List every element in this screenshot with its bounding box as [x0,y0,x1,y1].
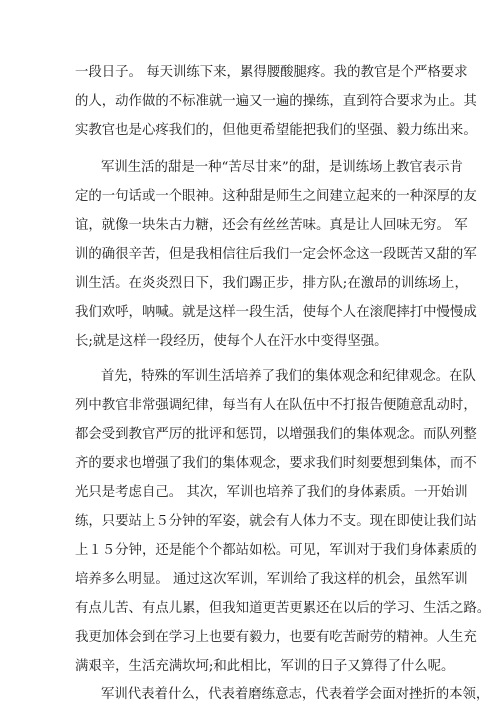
text-line: 培养多么明显。 通过这次军训，军训给了我这样的机会，虽然军训 [75,572,468,587]
text-line: 的人，动作做的不标准就一遍又一遍的操练，直到符合要求为止。其 [75,94,477,109]
text-line: 谊，就像一块朱古力糖，还会有丝丝苦味。真是让人回味无穷。 军 [75,218,468,233]
text-line: 军训生活的甜是一种“苦尽甘来”的甜，是训练场上教官表示肯 [101,160,463,175]
text-line: 我更加体会到在学习上也要有毅力，也要有吃苦耐劳的精神。人生充 [75,630,477,645]
text-line: 齐的要求也增强了我们的集体观念，要求我们时刻要想到集体，而不 [75,456,477,471]
text-line: 光只是考虑自己。 其次，军训也培养了我们的身体素质。一开始训 [75,485,468,500]
text-line: 练，只要站上５分钟的军姿，就会有人体力不支。现在即使让我们站 [75,514,477,529]
text-line: 满艰辛，生活充满坎坷;和此相比，军训的日子又算得了什么呢。 [75,659,455,674]
text-line: 我们欢呼，呐喊。就是这样一段生活，使每个人在滚爬摔打中慢慢成 [75,305,477,320]
text-line: 军训代表着什么，代表着磨练意志，代表着学会面对挫折的本领， [101,687,490,702]
text-line: 一段日子。 每天训练下来，累得腰酸腿疼。我的教官是个严格要求 [75,65,468,80]
text-line: 首先，特殊的军训生活培养了我们的集体观念和纪律观念。在队 [101,369,476,384]
text-line: 实教官也是心疼我们的，但他更希望能把我们的坚强、毅力练出来。 [75,123,477,138]
text-line: 上１５分钟，还是能个个都站如松。可见，军训对于我们身体素质的 [75,543,477,558]
text-line: 都会受到教官严厉的批评和惩罚，以增强我们的集体观念。而队列整 [75,427,477,442]
text-line: 长;就是这样一段经历，使每个人在汗水中变得坚强。 [75,334,388,349]
text-line: 训生活。在炎炎烈日下，我们踢正步，排方队;在激昂的训练场上， [75,276,468,291]
text-line: 训的确很辛苦，但是我相信往后我们一定会怀念这一段既苦又甜的军 [75,247,477,262]
text-line: 列中教官非常强调纪律，每当有人在队伍中不打报告便随意乱动时， [75,398,477,413]
text-line: 有点儿苦、有点儿累，但我知道更苦更累还在以后的学习、生活之路。 [75,601,491,616]
text-line: 定的一句话或一个眼神。这种甜是师生之间建立起来的一种深厚的友 [75,189,477,204]
